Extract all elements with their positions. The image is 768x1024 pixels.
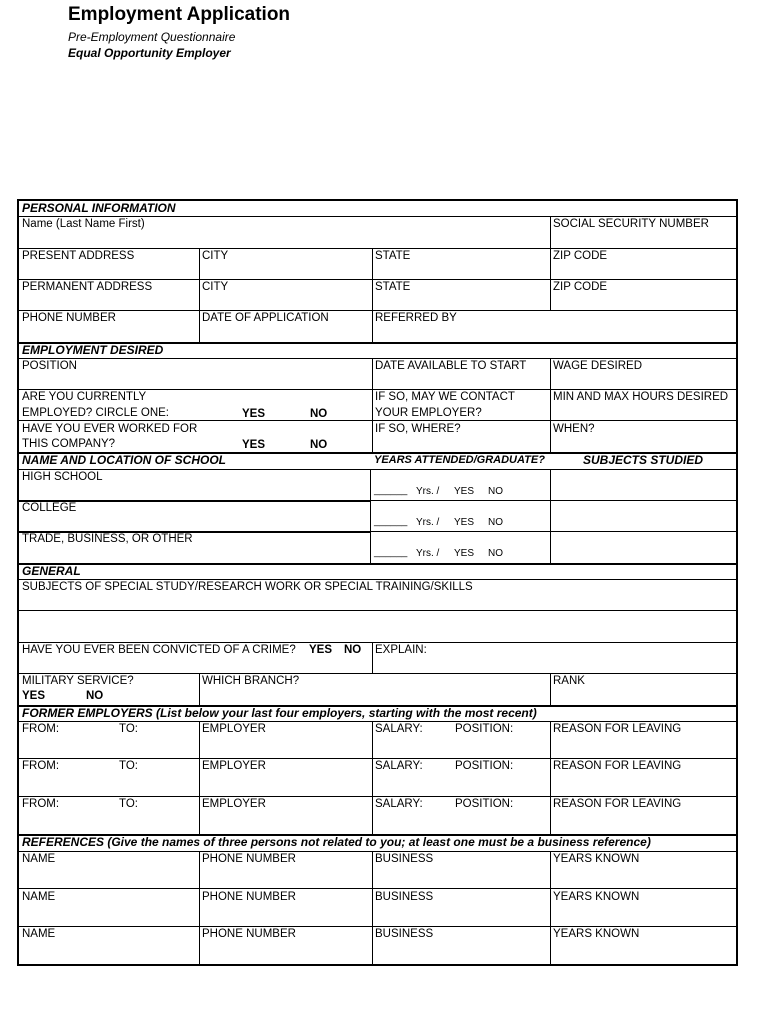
name-field[interactable]: Name (Last Name First) (22, 218, 145, 230)
permanent-city-field[interactable]: CITY (202, 281, 229, 293)
col-divider (550, 673, 551, 705)
military-yes[interactable]: YES (22, 690, 46, 702)
section-references-heading: REFERENCES (Give the names of three persons not related to you; at least one must be a business reference) (22, 835, 651, 849)
employer-2-position[interactable]: POSITION: (455, 760, 514, 772)
military-service-label: MILITARY SERVICE? (22, 675, 134, 687)
col-divider (370, 469, 371, 563)
employer-2-salary[interactable]: SALARY: (375, 760, 423, 772)
reference-2-years[interactable]: YEARS KNOWN (553, 891, 640, 903)
employer-3-salary[interactable]: SALARY: (375, 798, 423, 810)
crime-no[interactable]: NO (344, 644, 362, 656)
phone-field[interactable]: PHONE NUMBER (22, 312, 116, 324)
high-school-years-blank[interactable]: ______ (374, 485, 408, 496)
reference-1-years[interactable]: YEARS KNOWN (553, 853, 640, 865)
high-school-field[interactable]: HIGH SCHOOL (22, 471, 103, 483)
employer-1-reason[interactable]: REASON FOR LEAVING (553, 723, 682, 735)
years-attended-heading: YEARS ATTENDED/GRADUATE? (374, 454, 545, 466)
date-available-field[interactable]: DATE AVAILABLE TO START (375, 360, 527, 372)
reference-1-phone[interactable]: PHONE NUMBER (202, 853, 296, 865)
col-divider (199, 721, 200, 834)
col-divider (199, 248, 200, 342)
col-divider (199, 851, 200, 964)
employer-3-position[interactable]: POSITION: (455, 798, 514, 810)
employer-1-to[interactable]: TO: (119, 723, 138, 735)
col-divider (550, 721, 551, 834)
trade-years-blank[interactable]: ______ (374, 547, 408, 558)
section-employment-heading: EMPLOYMENT DESIRED (22, 343, 164, 357)
trade-no[interactable]: NO (488, 548, 503, 559)
col-divider (550, 216, 551, 248)
college-yes[interactable]: YES (454, 517, 475, 528)
row-divider (370, 500, 736, 501)
employer-2-name[interactable]: EMPLOYER (202, 760, 266, 772)
employer-1-name[interactable]: EMPLOYER (202, 723, 266, 735)
employer-3-name[interactable]: EMPLOYER (202, 798, 266, 810)
col-divider (372, 358, 373, 452)
military-branch-field[interactable]: WHICH BRANCH? (202, 675, 300, 687)
crime-yes[interactable]: YES (309, 644, 333, 656)
college-yrs-label: Yrs. / (416, 517, 440, 528)
section-former-employers-heading: FORMER EMPLOYERS (List below your last four employers, starting with the most recent) (22, 706, 537, 720)
college-field[interactable]: COLLEGE (22, 502, 77, 514)
application-form (17, 199, 738, 966)
subjects-studied-heading: SUBJECTS STUDIED (583, 453, 704, 467)
reference-3-phone[interactable]: PHONE NUMBER (202, 928, 296, 940)
ssn-field[interactable]: SOCIAL SECURITY NUMBER (553, 218, 709, 230)
currently-employed-no[interactable]: NO (310, 408, 328, 420)
hours-desired-field[interactable]: MIN AND MAX HOURS DESIRED (553, 391, 729, 403)
worked-where-field[interactable]: IF SO, WHERE? (375, 423, 461, 435)
employer-3-reason[interactable]: REASON FOR LEAVING (553, 798, 682, 810)
employer-3-to[interactable]: TO: (119, 798, 138, 810)
col-divider (372, 721, 373, 834)
employer-2-reason[interactable]: REASON FOR LEAVING (553, 760, 682, 772)
may-contact-label: IF SO, MAY WE CONTACT (375, 391, 515, 403)
reference-2-name[interactable]: NAME (22, 891, 56, 903)
col-divider (550, 358, 551, 452)
row-divider (19, 610, 736, 611)
section-personal-heading: PERSONAL INFORMATION (22, 201, 176, 215)
military-no[interactable]: NO (86, 690, 104, 702)
college-no[interactable]: NO (488, 517, 503, 528)
col-divider (372, 642, 373, 673)
currently-employed-label: ARE YOU CURRENTLY (22, 391, 147, 403)
crime-question: HAVE YOU EVER BEEN CONVICTED OF A CRIME? (22, 644, 296, 656)
crime-explain-field[interactable]: EXPLAIN: (375, 644, 427, 656)
section-general-heading: GENERAL (22, 564, 81, 578)
position-field[interactable]: POSITION (22, 360, 77, 372)
military-rank-field[interactable]: RANK (553, 675, 585, 687)
referred-by-field[interactable]: REFERRED BY (375, 312, 457, 324)
worked-before-label: HAVE YOU EVER WORKED FOR (22, 423, 198, 435)
col-divider (372, 851, 373, 964)
col-divider (199, 673, 200, 705)
reference-2-business[interactable]: BUSINESS (375, 891, 434, 903)
special-study-field[interactable]: SUBJECTS OF SPECIAL STUDY/RESEARCH WORK OR SPECIAL TRAINING/SKILLS (22, 581, 473, 593)
col-divider (550, 248, 551, 310)
trade-yrs-label: Yrs. / (416, 548, 440, 559)
row-divider (370, 531, 736, 532)
form-subtitle: Pre-Employment Questionnaire (68, 30, 236, 44)
reference-3-business[interactable]: BUSINESS (375, 928, 434, 940)
college-years-blank[interactable]: ______ (374, 516, 408, 527)
high-school-yrs-label: Yrs. / (416, 486, 440, 497)
reference-2-phone[interactable]: PHONE NUMBER (202, 891, 296, 903)
may-contact-label-2[interactable]: YOUR EMPLOYER? (375, 407, 482, 419)
trade-school-field[interactable]: TRADE, BUSINESS, OR OTHER (22, 533, 193, 545)
col-divider (372, 248, 373, 342)
form-title: Employment Application (68, 4, 291, 25)
row-divider (19, 469, 736, 470)
permanent-state-field[interactable]: STATE (375, 281, 411, 293)
high-school-no[interactable]: NO (488, 486, 503, 497)
worked-before-label-2: THIS COMPANY? (22, 438, 116, 450)
wage-desired-field[interactable]: WAGE DESIRED (553, 360, 643, 372)
worked-before-no[interactable]: NO (310, 439, 328, 451)
currently-employed-yes[interactable]: YES (242, 408, 266, 420)
reference-3-name[interactable]: NAME (22, 928, 56, 940)
present-zip-field[interactable]: ZIP CODE (553, 250, 608, 262)
worked-before-yes[interactable]: YES (242, 439, 266, 451)
employer-2-to[interactable]: TO: (119, 760, 138, 772)
present-address-field[interactable]: PRESENT ADDRESS (22, 250, 135, 262)
worked-when-field[interactable]: WHEN? (553, 423, 595, 435)
currently-employed-label-2: EMPLOYED? CIRCLE ONE: (22, 407, 169, 419)
eoe-statement: Equal Opportunity Employer (68, 46, 231, 60)
high-school-yes[interactable]: YES (454, 486, 475, 497)
employer-2-from[interactable]: FROM: (22, 760, 60, 772)
section-school-heading: NAME AND LOCATION OF SCHOOL (22, 453, 226, 467)
employer-1-salary[interactable]: SALARY: (375, 723, 423, 735)
employer-1-from[interactable]: FROM: (22, 723, 60, 735)
permanent-address-field[interactable]: PERMANENT ADDRESS (22, 281, 153, 293)
reference-1-name[interactable]: NAME (22, 853, 56, 865)
col-divider (550, 851, 551, 964)
trade-yes[interactable]: YES (454, 548, 475, 559)
reference-1-business[interactable]: BUSINESS (375, 853, 434, 865)
present-state-field[interactable]: STATE (375, 250, 411, 262)
col-divider (550, 469, 551, 563)
row-divider (19, 888, 736, 889)
employer-1-position[interactable]: POSITION: (455, 723, 514, 735)
date-of-application-field[interactable]: DATE OF APPLICATION (202, 312, 329, 324)
permanent-zip-field[interactable]: ZIP CODE (553, 281, 608, 293)
reference-3-years[interactable]: YEARS KNOWN (553, 928, 640, 940)
section-divider (19, 563, 736, 565)
employer-3-from[interactable]: FROM: (22, 798, 60, 810)
present-city-field[interactable]: CITY (202, 250, 229, 262)
